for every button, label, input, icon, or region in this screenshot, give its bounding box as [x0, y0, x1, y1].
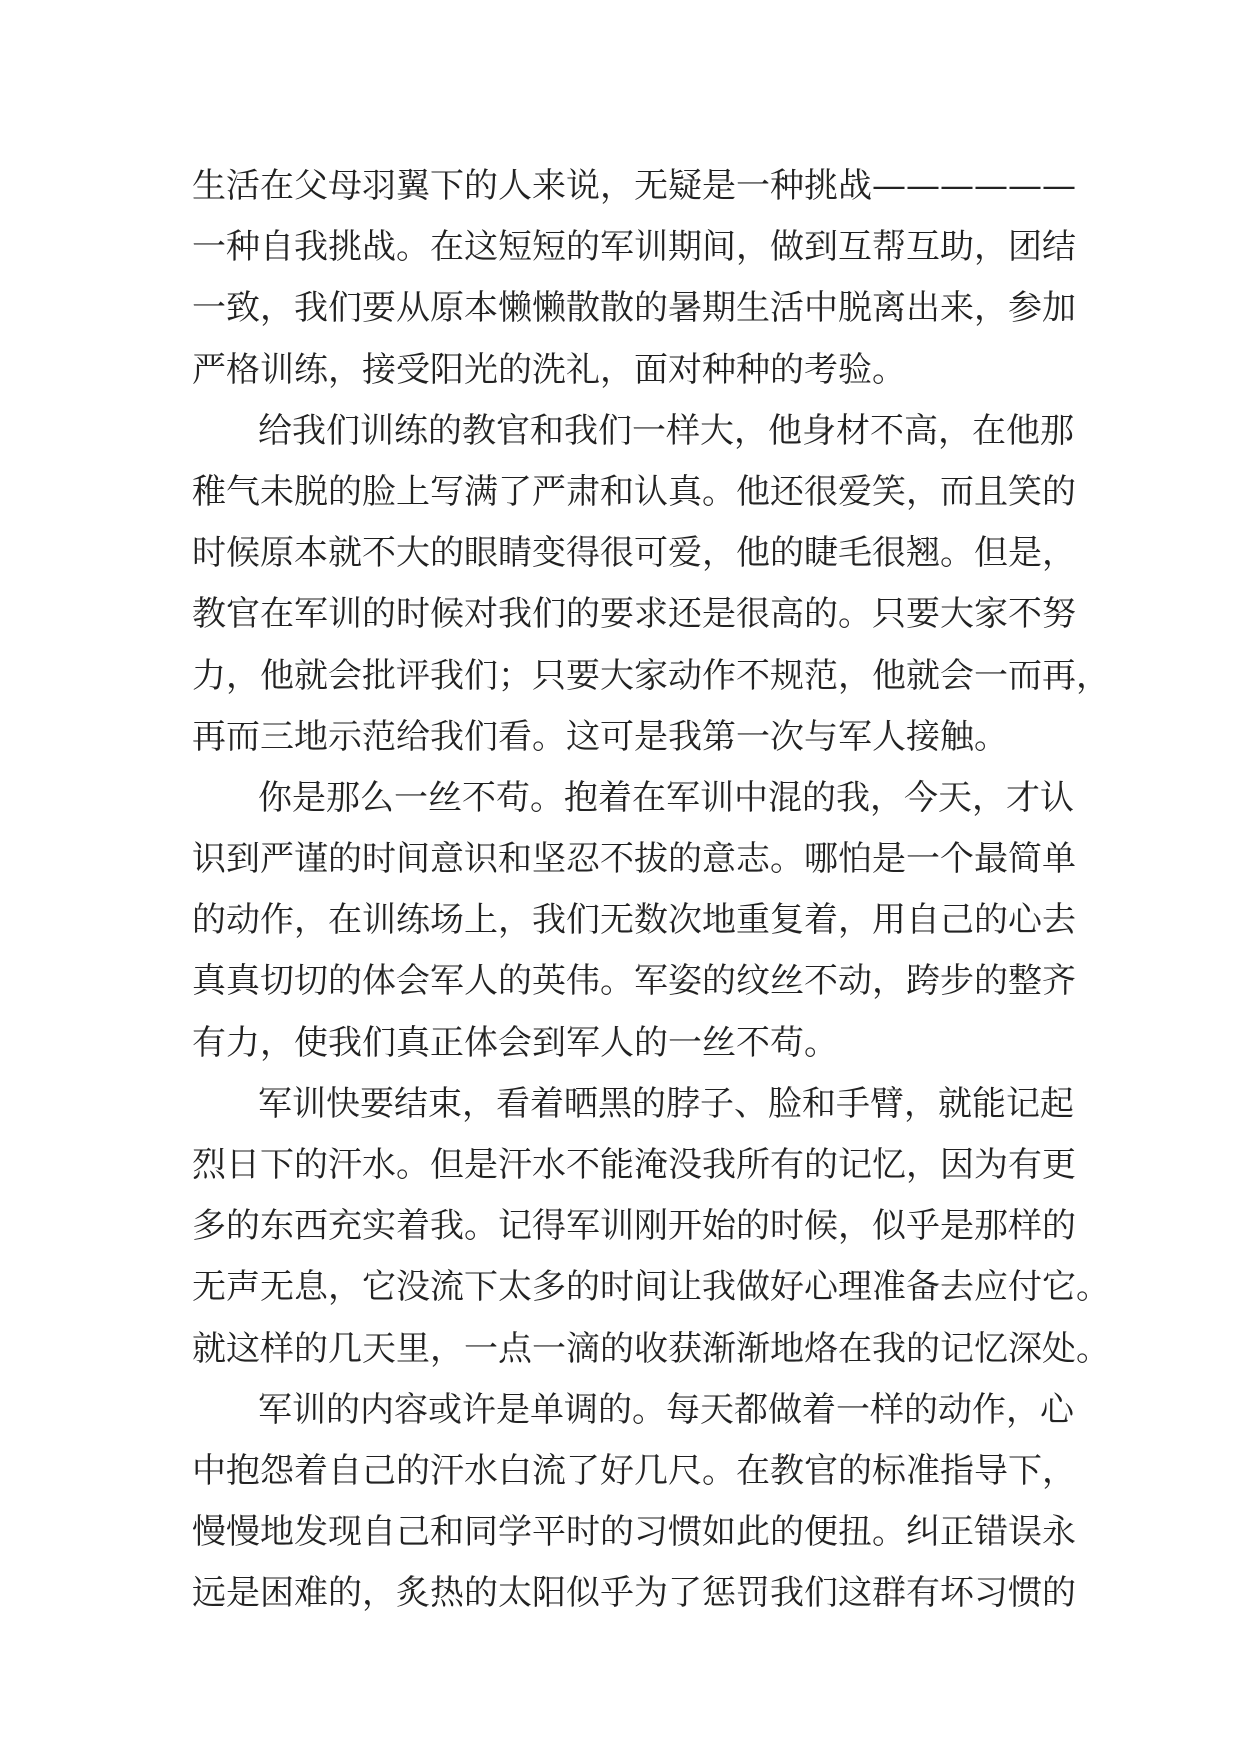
paragraph-first-line: 军训快要结束，看着晒黑的脖子、脸和手臂，就能记起 — [258, 1083, 1074, 1124]
text-line: 无声无息，它没流下太多的时间让我做好心理准备去应付它。 — [192, 1267, 1110, 1308]
text-line: 就这样的几天里，一点一滴的收获渐渐地烙在我的记忆深处。 — [192, 1328, 1110, 1369]
body-text — [192, 156, 1110, 1625]
text-line: 的动作，在训练场上，我们无数次地重复着，用自己的心去 — [192, 900, 1076, 941]
text-line: 有力，使我们真正体会到军人的一丝不苟。 — [192, 1022, 838, 1063]
text-line: 多的东西充实着我。记得军训刚开始的时候，似乎是那样的 — [192, 1206, 1076, 1247]
text-line: 再而三地示范给我们看。这可是我第一次与军人接触。 — [192, 716, 1008, 757]
paragraph-first-line: 你是那么一丝不苟。抱着在军训中混的我，今天，才认 — [258, 777, 1074, 818]
text-line: 烈日下的汗水。但是汗水不能淹没我所有的记忆，因为有更 — [192, 1145, 1076, 1185]
text-line: 力，他就会批评我们；只要大家动作不规范，他就会一而再， — [192, 655, 1110, 696]
text-line: 中抱怨着自己的汗水白流了好几尺。在教官的标准指导下， — [192, 1450, 1076, 1491]
text-line: 生活在父母羽翼下的人来说，无疑是一种挑战—————— — [192, 166, 1076, 206]
text-line: 稚气未脱的脸上写满了严肃和认真。他还很爱笑，而且笑的 — [192, 471, 1076, 512]
text-line: 严格训练，接受阳光的洗礼，面对种种的考验。 — [192, 349, 906, 390]
text-line: 识到严谨的时间意识和坚忍不拔的意志。哪怕是一个最简单 — [192, 839, 1076, 880]
paragraph-first-line: 军训的内容或许是单调的。每天都做着一样的动作，心 — [258, 1389, 1074, 1430]
paragraph-first-line: 给我们训练的教官和我们一样大，他身材不高，在他那 — [258, 410, 1074, 451]
text-line: 慢慢地发现自己和同学平时的习惯如此的便扭。纠正错误永 — [192, 1512, 1076, 1553]
text-line: 远是困难的，炙热的太阳似乎为了惩罚我们这群有坏习惯的 — [192, 1573, 1076, 1614]
text-line: 真真切切的体会军人的英伟。军姿的纹丝不动，跨步的整齐 — [192, 961, 1076, 1002]
text-line: 一致，我们要从原本懒懒散散的暑期生活中脱离出来，参加 — [192, 288, 1076, 329]
text-line: 时候原本就不大的眼睛变得很可爱，他的睫毛很翘。但是， — [192, 533, 1076, 574]
text-line: 教官在军训的时候对我们的要求还是很高的。只要大家不努 — [192, 594, 1076, 635]
text-line: 一种自我挑战。在这短短的军训期间，做到互帮互助，团结 — [192, 227, 1076, 268]
